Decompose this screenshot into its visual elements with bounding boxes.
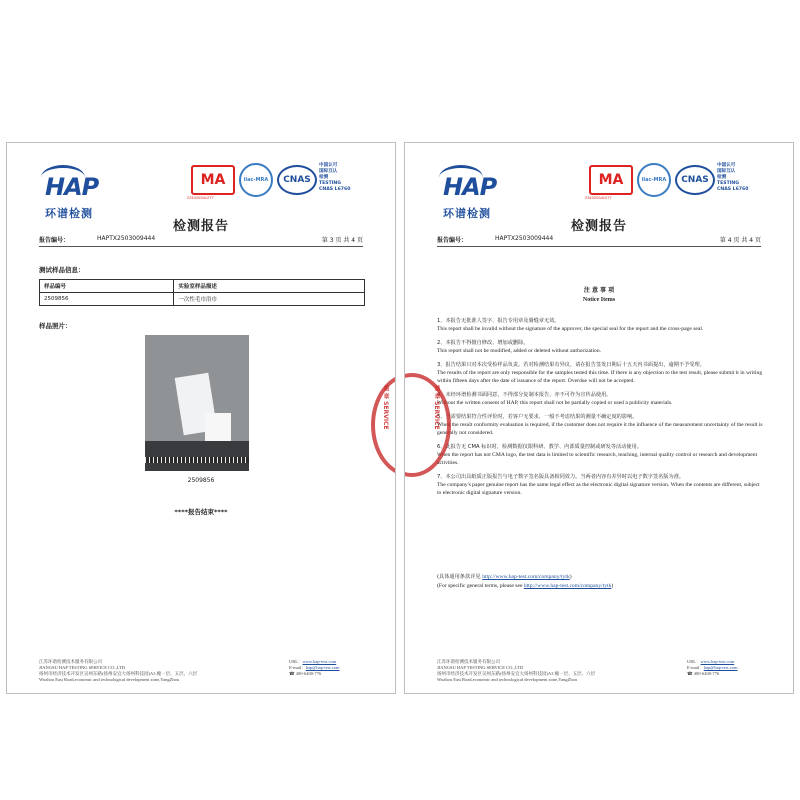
hap-logo	[443, 173, 507, 221]
notice-title-cn: 注 意 事 项	[583, 287, 615, 294]
notice-item: 5、当需要结果符合性评价时，若客户无要求，一般不考虑结果的测量不确定度的影响。 When the result conformity evaluation is required, if the customer does not require it the influence of the measurement uncertainty of the result is generally not considered.	[437, 414, 763, 436]
footer-url-link[interactable]: www.hap-test.com	[302, 659, 337, 664]
cross-page-seal: 盖 章 SERVICE	[371, 373, 396, 477]
cma-logo: MA	[191, 165, 235, 195]
report-page-4	[404, 142, 794, 694]
table-cell: 2509856	[40, 293, 174, 306]
table-header: 实验室样品描述	[174, 280, 365, 293]
notice-item: 2、本报告不得擅自修改、增加或删除。 This report shall not be modified, added or deleted without authorization.	[437, 340, 602, 354]
footer-email-link[interactable]: hap@hap-test.com	[305, 665, 340, 670]
notice-list	[437, 317, 765, 503]
report-no: HAPTX2503009444	[495, 235, 554, 242]
logo-cn-text: 环谱检测	[45, 207, 93, 220]
report-meta	[437, 235, 761, 245]
footer-company-en: JIANGSU HAP TESTING SERVICE CO.,LTD	[437, 665, 523, 670]
ilac-mra-logo: ilac-MRA	[637, 163, 671, 197]
cross-page-seal: 盖 章 SERVICE	[404, 373, 451, 477]
sample-photo-heading: 样品照片：	[39, 322, 72, 330]
cnas-text: 中国认可 国际互认 检测 TESTING CNAS L6760	[717, 163, 749, 192]
report-end-marker: ****报告结束****	[174, 508, 228, 516]
notice-title-en: Notice Items	[582, 297, 616, 303]
notice-item: 3、报告结果只对本次受检样品负责。若对检测结果有异议，请在报告签发日期后十五天内书面提出，逾期不予受理。 The results of the report are only responsible for the samples tested this time. If there is any objection to the test result, please submit it in writing within fifteen days after the date of issuance of the report. Overdue will not be accepted.	[437, 362, 763, 384]
report-no-label: 报告编号：	[39, 237, 70, 244]
footer-contact: URL：www.hap-test.com E-mail：hap@hap-test.com ☎ 400-6400-776	[687, 659, 738, 676]
footer-company-en: JIANGSU HAP TESTING SERVICE CO.,LTD	[39, 665, 125, 670]
hap-logo	[45, 173, 109, 221]
table-row	[40, 293, 365, 306]
cnas-logo: CNAS	[675, 165, 715, 195]
footer-address-en: Wuzhou East Road,economic and technological development zone,YangZhou	[437, 677, 578, 682]
report-meta	[39, 235, 363, 245]
sample-table	[39, 279, 365, 306]
footer-address-cn: 扬州市经济技术开发区吴州东路(扬州安宜大扬州科技园)A3 幢一层、五层、六层	[39, 671, 198, 676]
report-page-3	[6, 142, 396, 694]
footer-phone: 400-6400-776	[295, 671, 322, 676]
cma-number: 231020341277	[585, 195, 612, 200]
page-footer	[39, 659, 373, 683]
footer-address-cn: 扬州市经济技术开发区吴州东路(扬州安宜大扬州科技园)A3 幢一层、五层、六层	[437, 671, 596, 676]
report-no-label: 报告编号：	[437, 237, 468, 244]
terms-link-cn[interactable]: http://www.hap-test.com/company/tytk	[482, 574, 570, 580]
page-indicator: 第 3 页 共 4 页	[321, 237, 363, 244]
page-footer	[437, 659, 771, 683]
notice-item: 6、此报告无 CMA 标识时，检测数据仅限科研、教学、内部质量控制或研发等活动使用。 When the report has not CMA logo, the test data is limited to scientific research, teaching, internal quality control or research and development activities.	[437, 444, 758, 466]
table-header-row	[40, 280, 365, 293]
sample-photo	[145, 335, 249, 471]
report-title: 检测报告	[172, 219, 229, 234]
divider	[437, 246, 761, 247]
logo-text: HAP	[45, 173, 99, 201]
report-title: 检测报告	[570, 219, 627, 234]
notice-item: 1、本报告无批准人签字、报告专用章及骑缝章无效。 This report shall be invalid without the signature of the approver, the special seal for the report and the cross-page seal.	[437, 318, 704, 332]
photo-caption: 2509856	[187, 477, 215, 484]
table-header: 样品编号	[40, 280, 174, 293]
footer-contact: URL：www.hap-test.com E-mail：hap@hap-test.com ☎ 400-6400-776	[289, 659, 340, 676]
footer-url-link[interactable]: www.hap-test.com	[700, 659, 735, 664]
footer-email-link[interactable]: hap@hap-test.com	[703, 665, 738, 670]
towel-sample	[205, 413, 231, 441]
divider	[39, 246, 363, 247]
logo-cn-text: 环谱检测	[443, 207, 491, 220]
cma-logo: MA	[589, 165, 633, 195]
footer-company-cn: 江苏环谱检测技术服务有限公司	[437, 659, 500, 664]
cnas-logo: CNAS	[277, 165, 317, 195]
footer-company-cn: 江苏环谱检测技术服务有限公司	[39, 659, 102, 664]
general-terms: (具体通用条款详见 http://www.hap-test.com/company/tytk) (For specific general terms, please see http://www.hap-test.com/company/tytk)	[437, 574, 614, 589]
logo-text: HAP	[443, 173, 497, 201]
cma-number: 231020341277	[187, 195, 214, 200]
cnas-text: 中国认可 国际互认 检测 TESTING CNAS L6760	[319, 163, 351, 192]
notice-item: 7、本公司出具纸质正版报告与电子数字签名版具备相同效力。当两者内容有差异时以电子数字签名版为准。 The company's paper genuine report has the same legal effect as the electronic digital signature version. When the contents are different, subject to electronic digital signature version.	[437, 474, 760, 496]
page-indicator: 第 4 页 共 4 页	[719, 237, 761, 244]
footer-address-en: Wuzhou East Road,economic and technological development zone,YangZhou	[39, 677, 180, 682]
report-no: HAPTX2503009444	[97, 235, 156, 242]
table-cell: 一次性毛巾浴巾	[174, 293, 365, 306]
ilac-mra-logo: ilac-MRA	[239, 163, 273, 197]
notice-item: 4、未经环谱检测书面同意，不得部分复制本报告，亦不可作为宣传品使用。 Without the written consent of HAP, this report shall not be partially copied or used a publicity materials.	[437, 392, 673, 406]
sample-info-heading: 测试样品信息：	[39, 266, 85, 274]
terms-link-en[interactable]: http://www.hap-test.com/company/tytk	[523, 583, 612, 589]
footer-phone: 400-6400-776	[693, 671, 720, 676]
